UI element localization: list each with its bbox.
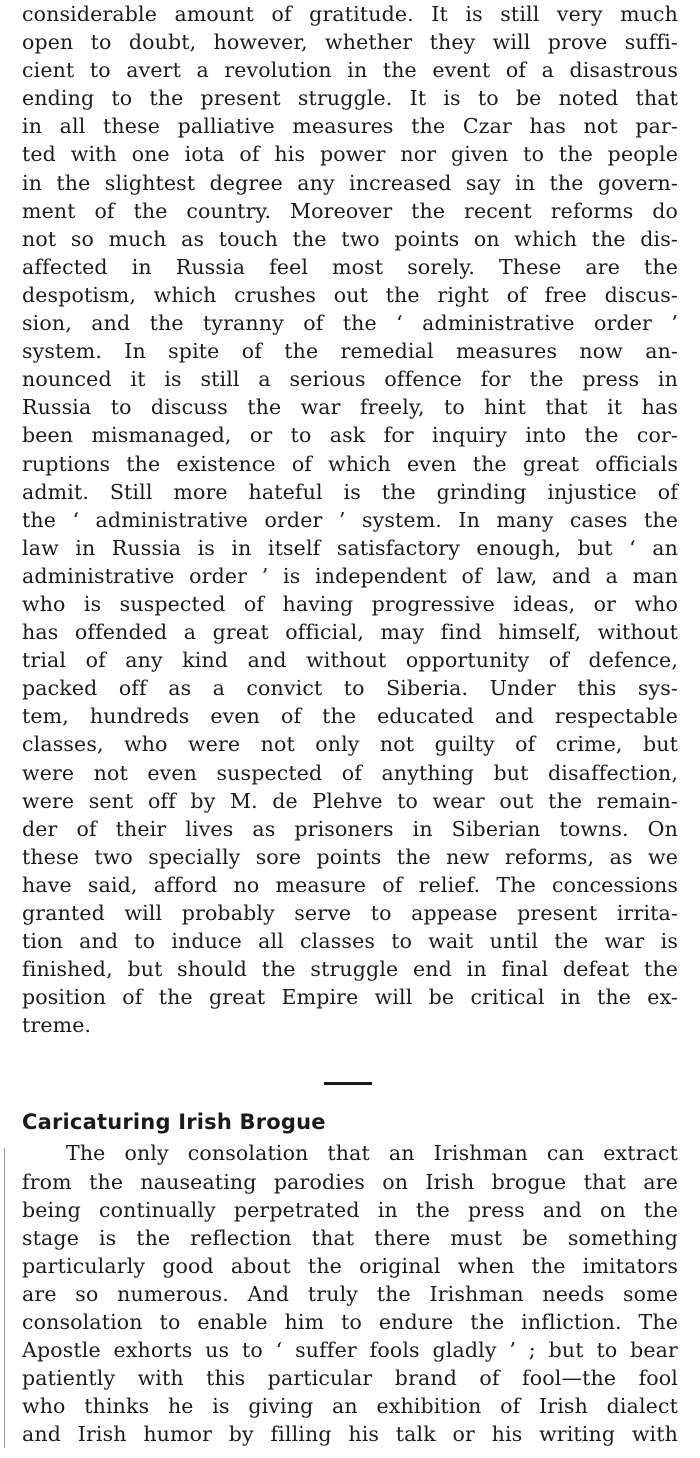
text-line: The only consolation that an Irishman can extract <box>66 1141 678 1166</box>
text-line: ending to the present struggle. It is to be noted that <box>22 86 678 111</box>
text-line: are so numerous. And truly the Irishman needs some <box>22 1281 678 1306</box>
text-line: have said, afford no measure of relief. The concessions <box>22 872 678 897</box>
text-line: consolation to enable him to endure the infliction. The <box>22 1310 678 1335</box>
newspaper-page <box>22 0 678 1449</box>
text-line: Apostle exhorts us to ‘ suffer fools gladly ’ ; but to bear <box>22 1338 678 1363</box>
text-line: law in Russia is in itself satisfactory enough, but ‘ an <box>22 535 678 560</box>
text-line: ted with one iota of his power nor given to the people <box>22 142 678 167</box>
text-line: and Irish humor by filling his talk or his writing with <box>22 1422 678 1447</box>
column-margin-rule <box>4 1148 5 1448</box>
text-line: particularly good about the original when the imitators <box>22 1253 678 1278</box>
text-line: has offended a great official, may find himself, without <box>22 620 678 645</box>
text-line: system. In spite of the remedial measures now an- <box>22 339 678 364</box>
text-line: were not even suspected of anything but disaffection, <box>22 760 678 785</box>
section-divider <box>324 1082 372 1085</box>
text-line: stage is the reflection that there must be something <box>22 1225 678 1250</box>
text-line: in the slightest degree any increased say in the govern- <box>22 170 678 195</box>
text-line: ment of the country. Moreover the recent reforms do <box>22 198 678 223</box>
text-line: finished, but should the struggle end in final defeat the <box>22 957 678 982</box>
article-russian-reforms <box>22 0 678 1039</box>
article-heading: Caricaturing Irish Brogue <box>22 1110 326 1135</box>
text-line: who is suspected of having progressive ideas, or who <box>22 591 678 616</box>
text-line: being continually perpetrated in the press and on the <box>22 1197 678 1222</box>
text-line: tem, hundreds even of the educated and respectable <box>22 704 678 729</box>
text-line: cient to avert a revolution in the event of a disastrous <box>22 58 678 83</box>
text-line: ruptions the existence of which even the great officials <box>22 451 678 476</box>
text-line: treme. <box>22 1013 92 1038</box>
text-line: sion, and the tyranny of the ‘ administrative order ’ <box>22 311 678 336</box>
article-body <box>22 1139 678 1448</box>
text-line: been mismanaged, or to ask for inquiry into the cor- <box>22 423 678 448</box>
text-line: Russia to discuss the war freely, to hint that it has <box>22 395 678 420</box>
text-line: position of the great Empire will be critical in the ex- <box>22 985 678 1010</box>
text-line: patiently with this particular brand of fool—the fool <box>22 1366 678 1391</box>
text-line: classes, who were not only not guilty of crime, but <box>22 732 678 757</box>
text-line: from the nauseating parodies on Irish brogue that are <box>22 1169 678 1194</box>
text-line: tion and to induce all classes to wait until the war is <box>22 929 678 954</box>
text-line: despotism, which crushes out the right of free discus- <box>22 282 678 307</box>
text-line: the ‘ administrative order ’ system. In many cases the <box>22 507 678 532</box>
text-line: admit. Still more hateful is the grinding injustice of <box>22 479 678 504</box>
text-line: in all these palliative measures the Czar has not par- <box>22 114 678 139</box>
text-line: affected in Russia feel most sorely. These are the <box>22 254 678 279</box>
text-line: open to doubt, however, whether they will prove suffi- <box>22 30 678 55</box>
text-line: granted will probably serve to appease present irrita- <box>22 901 678 925</box>
text-line: trial of any kind and without opportunity of defence, <box>22 648 678 673</box>
text-line: considerable amount of gratitude. It is still very much <box>22 2 678 26</box>
article-irish-brogue <box>22 1107 678 1448</box>
text-line: not so much as touch the two points on which the dis- <box>22 226 678 251</box>
text-line: administrative order ’ is independent of law, and a man <box>22 563 678 588</box>
text-line: who thinks he is giving an exhibition of Irish dialect <box>22 1394 678 1419</box>
text-line: were sent off by M. de Plehve to wear out the remain- <box>22 788 678 813</box>
text-line: packed off as a convict to Siberia. Under this sys- <box>22 676 678 701</box>
text-line: der of their lives as prisoners in Siberian towns. On <box>22 816 678 841</box>
text-line: nounced it is still a serious offence for the press in <box>22 367 678 392</box>
text-line: these two specially sore points the new reforms, as we <box>22 844 678 869</box>
